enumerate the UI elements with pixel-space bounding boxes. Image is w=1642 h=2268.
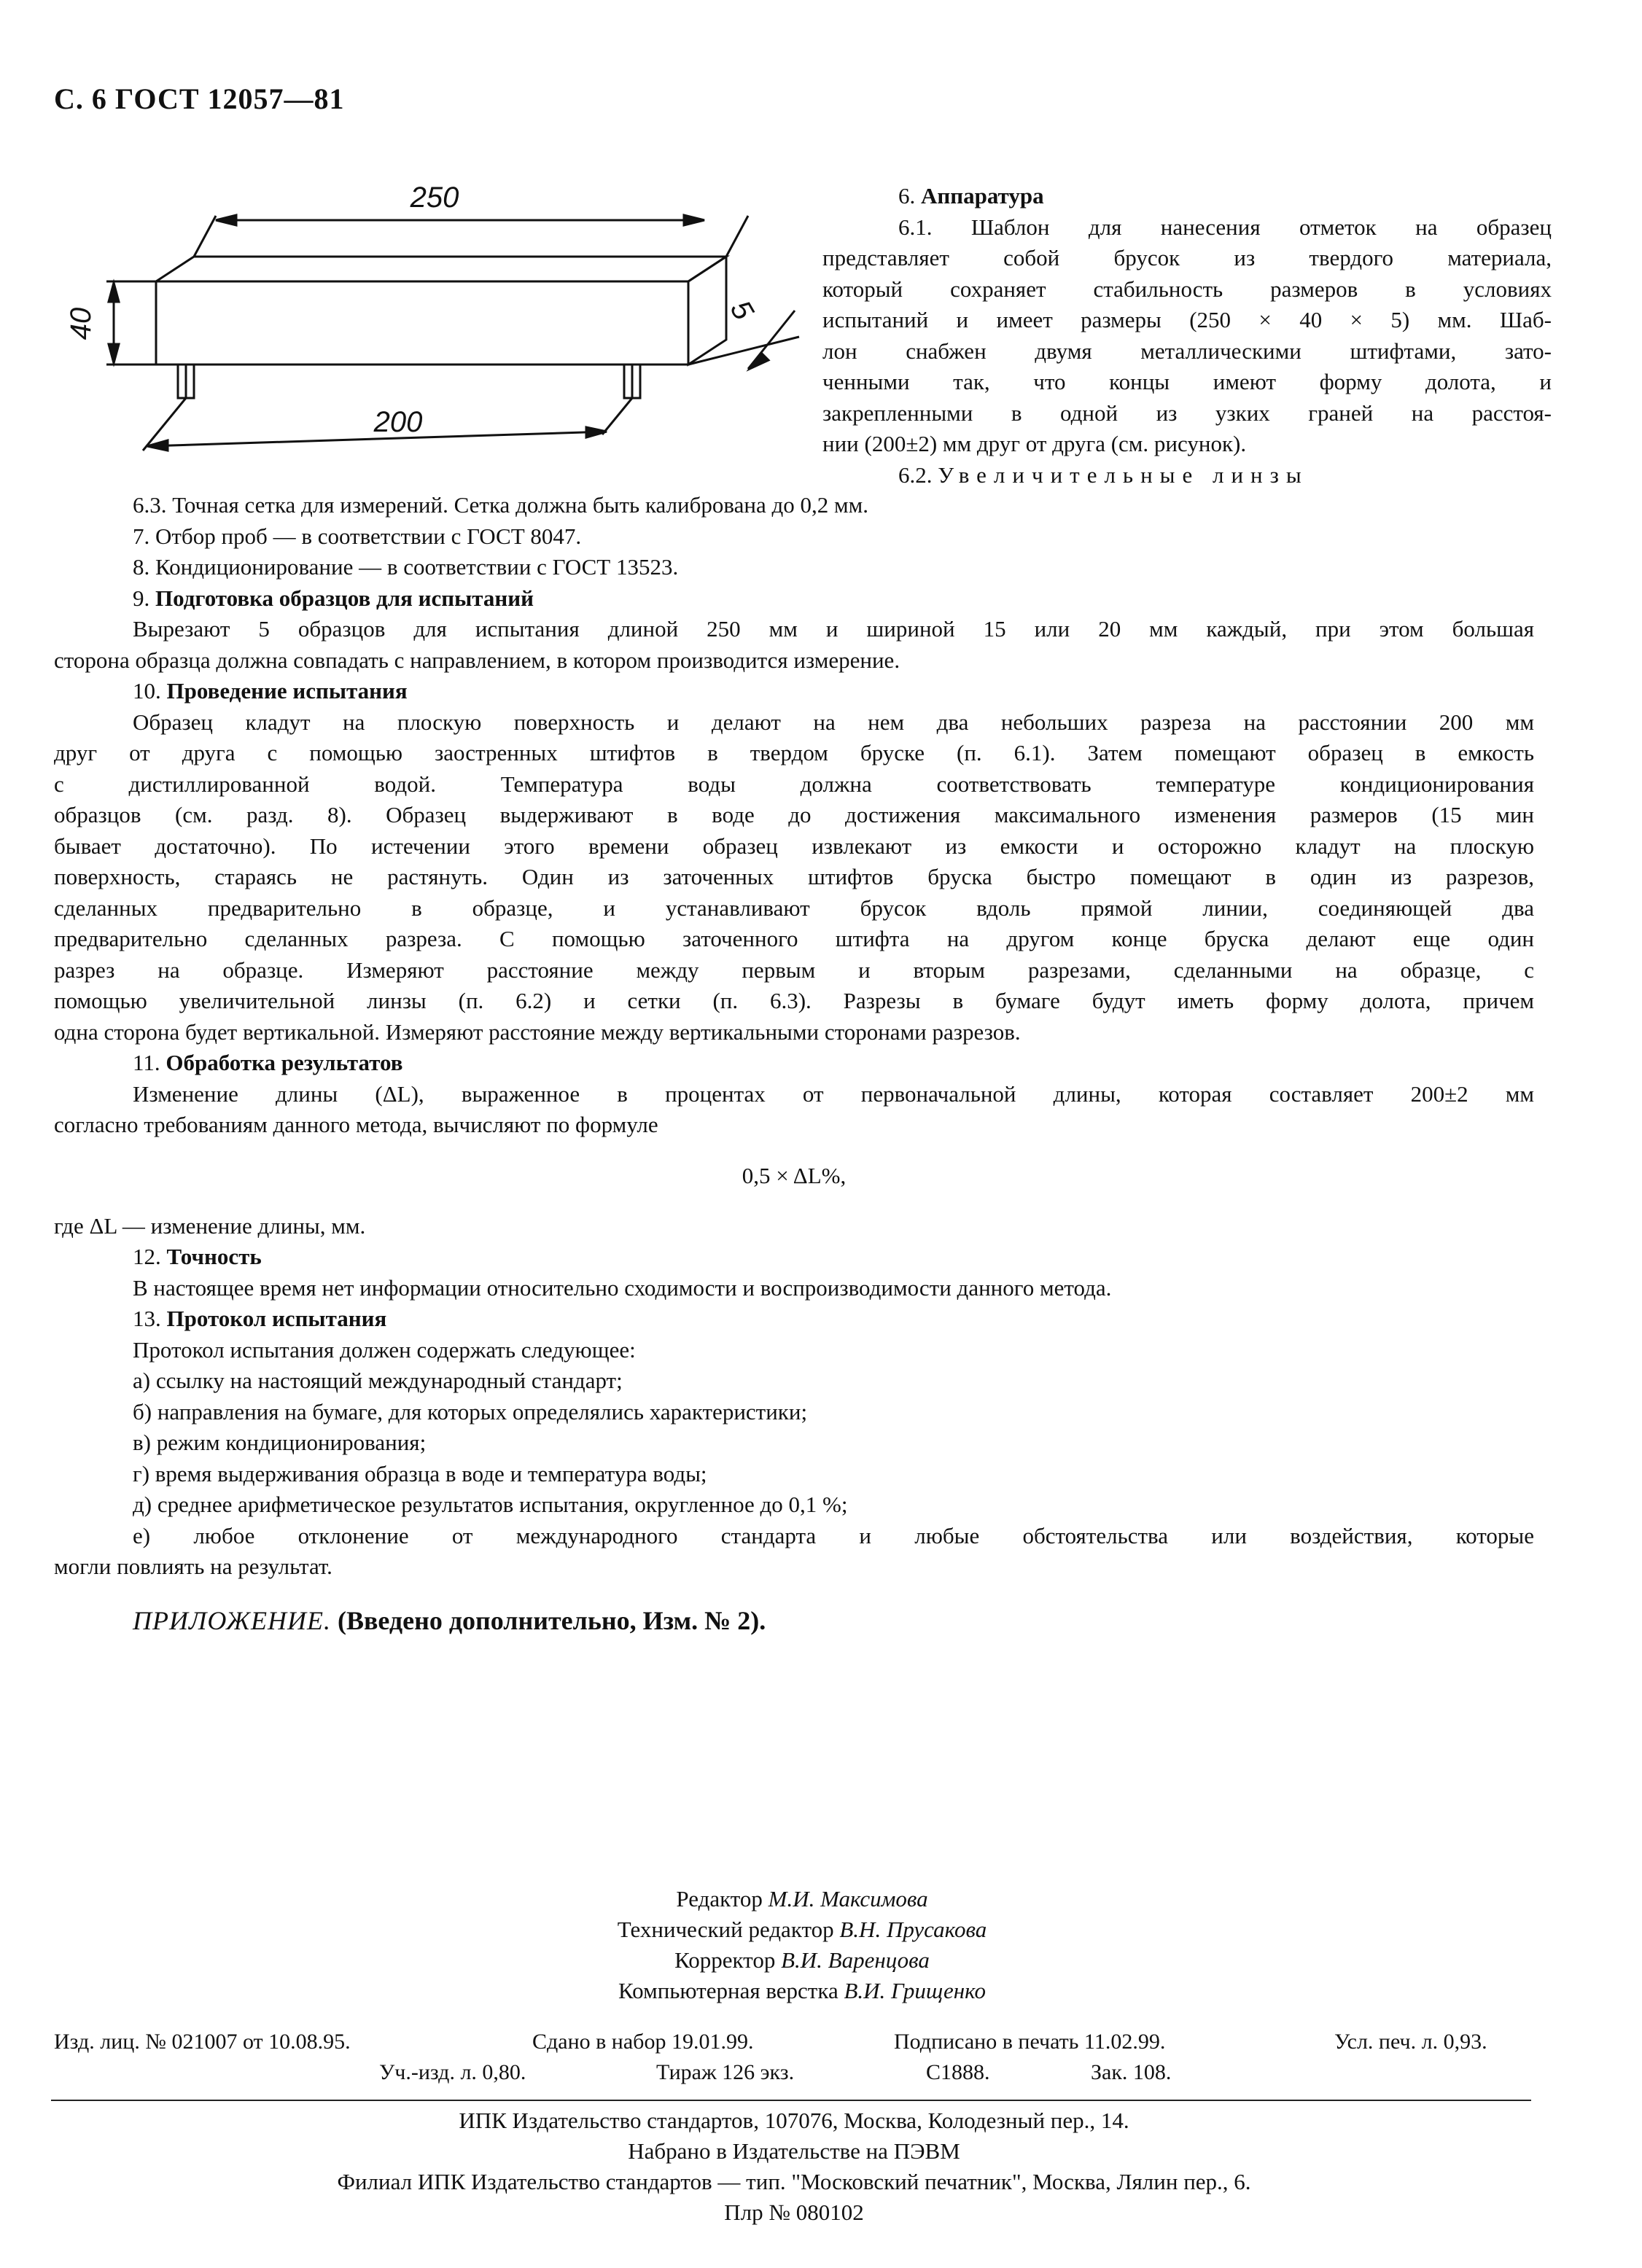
dim-label-200: 200	[373, 406, 423, 438]
p10-line: разрез на образце. Измеряют расстояние между первым и вторым разрезами, сделанными на образце, с	[54, 956, 1534, 983]
section-11-title: Обработка результатов	[166, 1050, 403, 1075]
list-item: г) время выдерживания образца в воде и температура воды;	[133, 1460, 707, 1486]
p61-line: 6.1. Шаблон для нанесения отметок на образец	[898, 214, 1552, 240]
section-11-heading: 11. Обработка результатов	[133, 1050, 403, 1075]
list-item: а) ссылку на настоящий международный стандарт;	[133, 1368, 623, 1393]
p10-line: поверхность, стараясь не растянуть. Один из заточенных штифтов бруска быстро помещают в один из разрезов,	[54, 864, 1534, 889]
appendix-label: ПРИЛОЖЕНИЕ.	[133, 1606, 331, 1635]
p61-line: лон снабжен двумя металлическими штифтами, зато-	[822, 338, 1552, 364]
page-header: С. 6 ГОСТ 12057—81	[54, 82, 345, 115]
p9-line: сторона образца должна совпадать с направлением, в котором производится измерение.	[54, 647, 900, 673]
section-6-heading: 6. Аппаратура	[898, 183, 1044, 209]
section-6-2: 6.2. Увеличительные линзы	[898, 461, 1309, 488]
section-13-title: Протокол испытания	[166, 1306, 387, 1331]
apparatus-section	[822, 181, 1552, 491]
section-10-title: Проведение испытания	[166, 678, 408, 704]
publisher-block	[54, 2105, 1534, 2228]
p61-line: ченными так, что концы имеют форму долота, и	[822, 369, 1552, 394]
dim-label-5: 5	[723, 295, 760, 326]
p10-line: сделанных предварительно в образце, и устанавливают брусок вдоль прямой линии, соединяющей два	[54, 895, 1534, 921]
appendix-amendment: (Введено дополнительно, Изм. № 2).	[337, 1606, 766, 1635]
section-9-title: Подготовка образцов для испытаний	[155, 585, 534, 611]
list-item: в) режим кондиционирования;	[133, 1430, 427, 1455]
section-6-title: Аппаратура	[921, 183, 1044, 209]
p10-line: помощью увеличительной линзы (п. 6.2) и сетки (п. 6.3). Разрезы в бумаге будут иметь форму долота, причем	[54, 988, 1534, 1013]
imprint-pub-sheets: Уч.-изд. л. 0,80.	[379, 2060, 526, 2084]
p61-line: который сохраняет стабильность размеров в условиях	[822, 276, 1552, 302]
credit-row: Компьютерная верстка В.И. Грищенко	[618, 1978, 986, 2003]
imprint-signed: Подписано в печать 11.02.99.	[894, 2030, 1166, 2054]
formula: 0,5 × ΔL%,	[742, 1162, 847, 1188]
imprint-circulation: Тираж 126 экз.	[656, 2060, 795, 2084]
p10-line: друг от друга с помощью заостренных штифтов в твердом бруске (п. 6.1). Затем помещают образец в емкость	[54, 740, 1534, 765]
formula-legend: где ΔL — изменение длины, мм.	[54, 1212, 366, 1239]
section-12-heading: 12. Точность	[133, 1244, 262, 1269]
credit-row: Редактор М.И. Максимова	[676, 1886, 928, 1912]
main-body	[54, 490, 1534, 1583]
paragraph-12: В настоящее время нет информации относительно сходимости и воспроизводимости данного метода.	[133, 1274, 1112, 1301]
imprint-order: Зак. 108.	[1091, 2060, 1172, 2084]
imprint-license: Изд. лиц. № 021007 от 10.08.95.	[54, 2030, 351, 2054]
p10-line: Образец кладут на плоскую поверхность и делают на нем два небольших разреза на расстоянии 200 мм	[133, 709, 1534, 735]
publisher-line: Набрано в Издательстве на ПЭВМ	[628, 2138, 960, 2164]
p10-line: бывает достаточно). По истечении этого времени образец извлекают из емкости и осторожно кладут на плоскую	[54, 833, 1534, 859]
p10-line: с дистиллированной водой. Температура воды должна соответствовать температуре кондиционирования	[54, 771, 1534, 797]
list-item-continued: могли повлиять на результат.	[54, 1554, 332, 1579]
dim-label-40: 40	[65, 307, 97, 340]
p9-line: Вырезают 5 образцов для испытания длиной 250 мм и шириной 15 или 20 мм каждый, при этом большая	[133, 616, 1534, 642]
list-item: б) направления на бумаге, для которых определялись характеристики;	[133, 1398, 808, 1425]
publisher-line: Филиал ИПК Издательство стандартов — тип. "Московский печатник", Москва, Лялин пер., 6.	[337, 2169, 1251, 2194]
publisher-line: Плр № 080102	[724, 2199, 864, 2225]
p10-line: предварительно сделанных разреза. С помощью заточенного штифта на другом конце бруска делают еще один	[54, 926, 1534, 951]
p11-line: согласно требованиям данного метода, вычисляют по формуле	[54, 1112, 658, 1137]
paragraph-13-intro: Протокол испытания должен содержать следующее:	[133, 1336, 636, 1363]
p61-line: испытаний и имеет размеры (250 × 40 × 5) мм. Шаб-	[822, 307, 1552, 332]
section-9-heading: 9. Подготовка образцов для испытаний	[133, 585, 534, 611]
bar-side-face	[688, 257, 726, 365]
p61-line: представляет собой брусок из твердого материала,	[822, 245, 1552, 270]
appendix-note	[133, 1605, 766, 1636]
section-13-heading: 13. Протокол испытания	[133, 1306, 387, 1331]
p10-line: одна сторона будет вертикальной. Измеряют расстояние между вертикальными сторонами разрезов.	[54, 1018, 1021, 1045]
p61-line: нии (200±2) мм друг от друга (см. рисунок).	[822, 431, 1247, 456]
p61-line: закрепленными в одной из узких граней на расстоя-	[822, 400, 1552, 426]
section-6-2-title: Увеличительные линзы	[938, 461, 1309, 488]
bar-top-face	[156, 257, 726, 281]
imprint-print-sheets: Усл. печ. л. 0,93.	[1334, 2030, 1487, 2054]
template-bar-figure	[65, 172, 799, 464]
credits-block	[437, 1884, 1167, 2006]
dim-label-250: 250	[410, 182, 459, 214]
imprint-submitted: Сдано в набор 19.01.99.	[532, 2030, 754, 2054]
bar-front-face	[156, 281, 688, 365]
credit-row: Корректор В.И. Варенцова	[674, 1947, 930, 1973]
p10-line: образцов (см. разд. 8). Образец выдерживают в воде до достижения максимального изменения размеров (15 мин	[54, 802, 1534, 827]
list-item: е) любое отклонение от международного стандарта и любые обстоятельства или воздействия, которые	[133, 1522, 1534, 1548]
paragraph-6-3: 6.3. Точная сетка для измерений. Сетка должна быть калибрована до 0,2 мм.	[133, 492, 868, 518]
section-12-title: Точность	[166, 1244, 262, 1269]
paragraph-8: 8. Кондиционирование — в соответствии с ГОСТ 13523.	[133, 554, 679, 580]
paragraph-7: 7. Отбор проб — в соответствии с ГОСТ 8047.	[133, 523, 582, 549]
imprint-code: С1888.	[926, 2060, 990, 2084]
credit-row: Технический редактор В.Н. Прусакова	[617, 1917, 987, 1942]
list-item: д) среднее арифметическое результатов испытания, округленное до 0,1 %;	[133, 1492, 848, 1517]
p11-line: Изменение длины (ΔL), выраженное в процентах от первоначальной длины, которая составляет 200±2 мм	[133, 1080, 1534, 1107]
section-10-heading: 10. Проведение испытания	[133, 678, 408, 704]
divider-line	[51, 2100, 1531, 2101]
publisher-line: ИПК Издательство стандартов, 107076, Москва, Колодезный пер., 14.	[459, 2108, 1129, 2133]
